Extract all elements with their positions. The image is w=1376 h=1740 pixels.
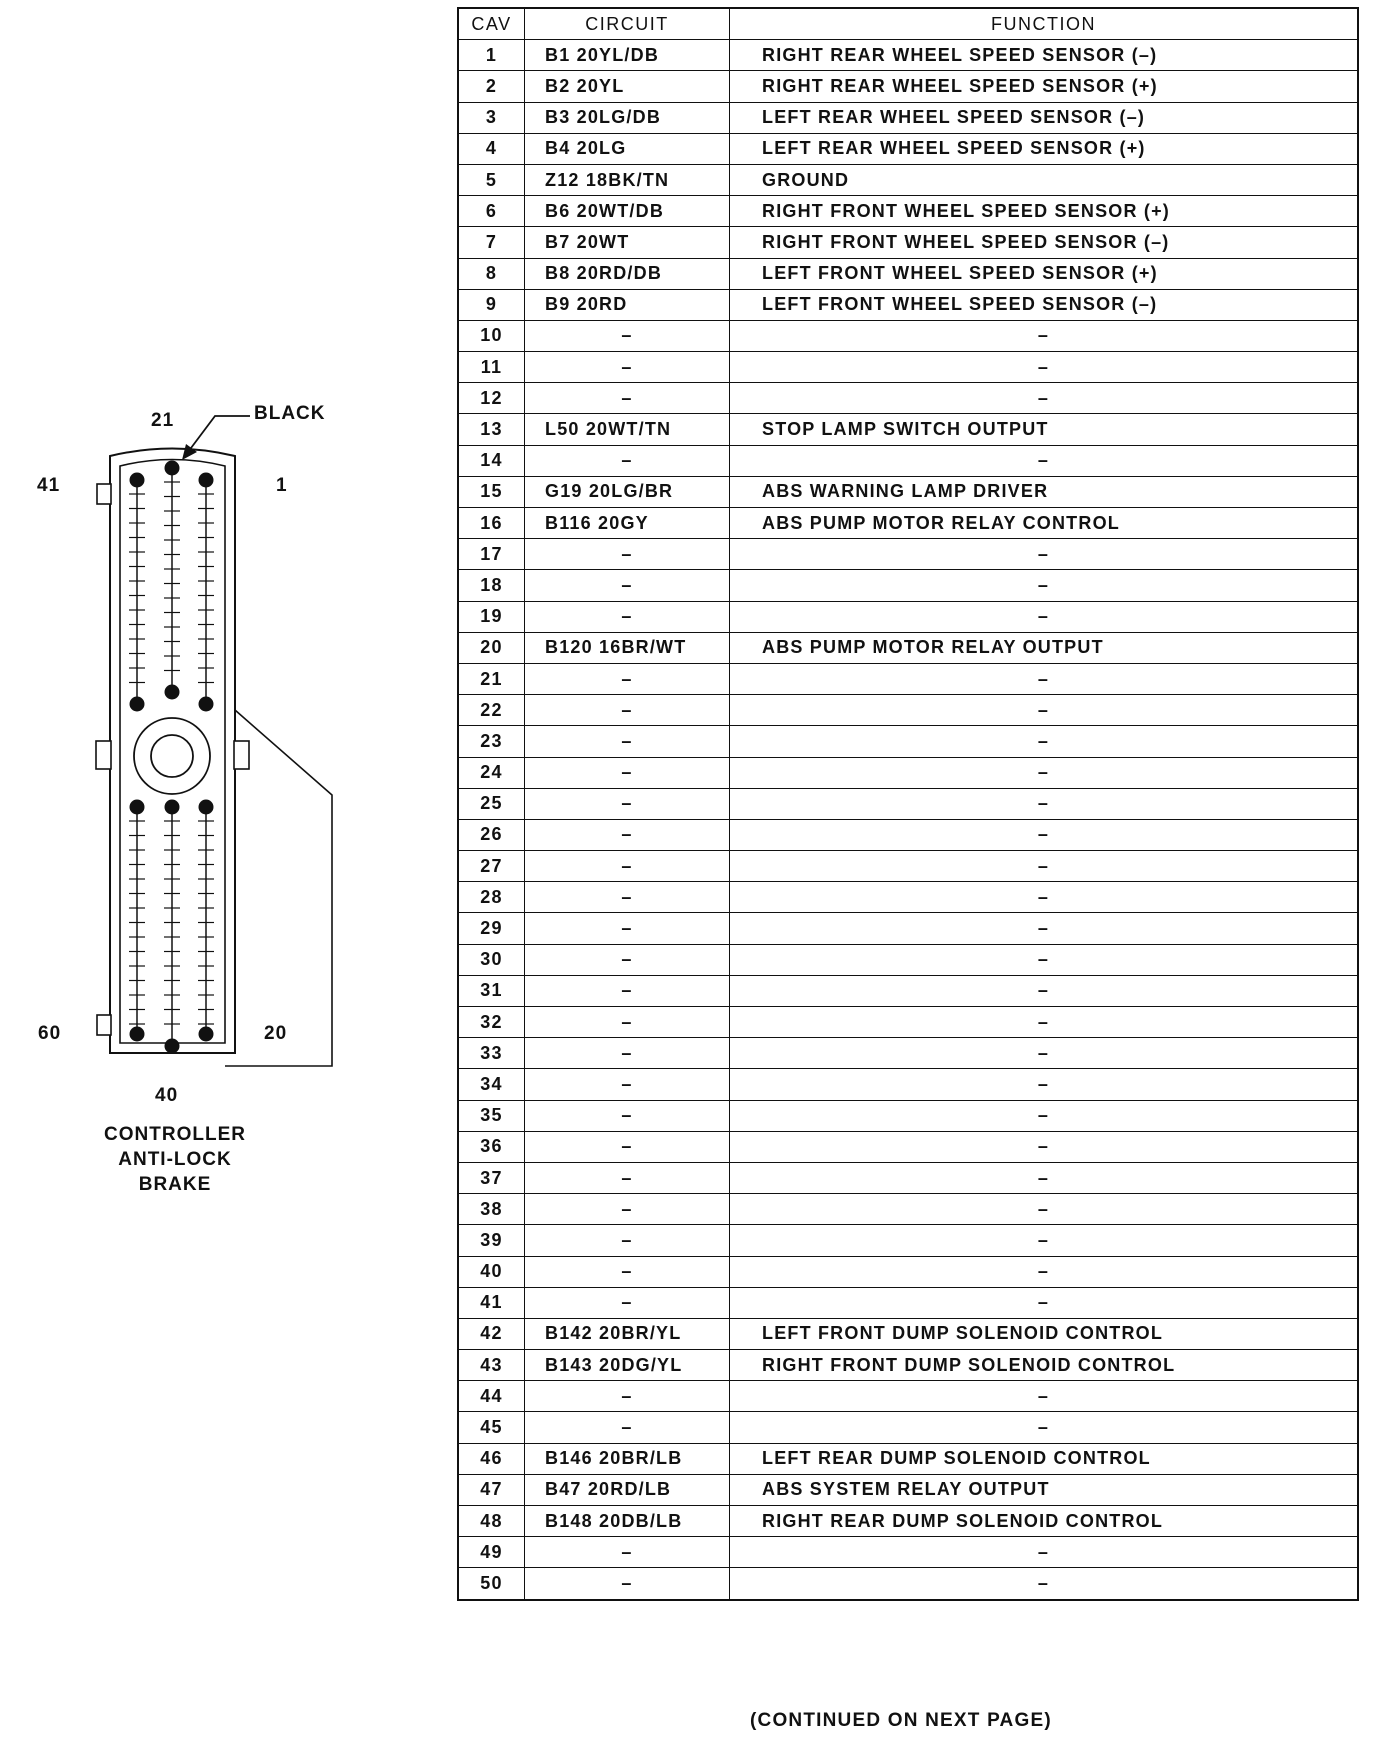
table-row [458,414,1358,445]
cell-circuit: – [525,383,730,414]
cell-circuit: – [525,726,730,757]
cell-cav: 47 [458,1474,525,1505]
black-leader-line [188,416,250,452]
cell-cav: 18 [458,570,525,601]
table-row [458,975,1358,1006]
cell-circuit: – [525,975,730,1006]
cell-circuit: – [525,913,730,944]
cell-function: STOP LAMP SWITCH OUTPUT [730,414,1359,445]
cell-function: – [730,320,1359,351]
cell-circuit: – [525,320,730,351]
cell-function: ABS SYSTEM RELAY OUTPUT [730,1474,1359,1505]
cell-circuit: – [525,570,730,601]
table-row [458,40,1358,71]
cell-circuit: G19 20LG/BR [525,476,730,507]
header-circuit: CIRCUIT [525,8,730,40]
table-row [458,819,1358,850]
cell-cav: 26 [458,819,525,850]
table-row [458,851,1358,882]
cell-function: – [730,352,1359,383]
cell-circuit: – [525,1100,730,1131]
cell-cav: 13 [458,414,525,445]
cell-circuit: – [525,851,730,882]
table-row [458,133,1358,164]
cell-circuit: – [525,944,730,975]
cell-circuit: B143 20DG/YL [525,1350,730,1381]
table-row [458,882,1358,913]
cell-cav: 41 [458,1287,525,1318]
cell-circuit: – [525,788,730,819]
cell-function: – [730,913,1359,944]
cell-function: RIGHT FRONT WHEEL SPEED SENSOR (–) [730,227,1359,258]
cell-function: – [730,383,1359,414]
connector-tab-mid-left [96,741,111,769]
cell-cav: 11 [458,352,525,383]
header-function: FUNCTION [730,8,1359,40]
cell-cav: 4 [458,133,525,164]
cell-circuit: – [525,882,730,913]
cell-cav: 7 [458,227,525,258]
cell-function: LEFT FRONT WHEEL SPEED SENSOR (+) [730,258,1359,289]
connector-diagram [0,0,440,1140]
cell-circuit: – [525,1069,730,1100]
cell-cav: 40 [458,1256,525,1287]
table-row [458,1131,1358,1162]
cell-function: – [730,1194,1359,1225]
cell-function: – [730,1131,1359,1162]
header-cav: CAV [458,8,525,40]
cell-function: – [730,944,1359,975]
cell-cav: 42 [458,1318,525,1349]
cell-function: – [730,1287,1359,1318]
table-row [458,352,1358,383]
cell-circuit: – [525,352,730,383]
cell-circuit: B8 20RD/DB [525,258,730,289]
cell-circuit: B47 20RD/LB [525,1474,730,1505]
pin-dot [165,800,180,815]
cell-function: – [730,975,1359,1006]
cell-cav: 10 [458,320,525,351]
cell-function: – [730,1537,1359,1568]
cell-circuit: – [525,663,730,694]
cell-circuit: – [525,1131,730,1162]
cell-function: LEFT REAR WHEEL SPEED SENSOR (+) [730,133,1359,164]
cell-cav: 15 [458,476,525,507]
cell-cav: 27 [458,851,525,882]
caption-line: CONTROLLER [104,1124,246,1145]
table-header-row [458,8,1358,40]
cell-cav: 8 [458,258,525,289]
cell-cav: 43 [458,1350,525,1381]
wire-color-label: BLACK [254,403,326,424]
cell-circuit: – [525,819,730,850]
cell-circuit: B146 20BR/LB [525,1443,730,1474]
cell-cav: 48 [458,1506,525,1537]
cell-cav: 19 [458,601,525,632]
table-row [458,1412,1358,1443]
cell-function: – [730,1225,1359,1256]
pin-dot [165,461,180,476]
table-row [458,726,1358,757]
connector-caption [70,1122,280,1197]
table-row [458,227,1358,258]
cell-cav: 44 [458,1381,525,1412]
pin-label-20: 20 [264,1023,288,1044]
cell-function: – [730,695,1359,726]
cell-cav: 14 [458,445,525,476]
cell-cav: 23 [458,726,525,757]
cell-circuit: – [525,445,730,476]
pinout-table-body [458,40,1358,1600]
cell-cav: 20 [458,632,525,663]
table-row [458,663,1358,694]
cell-circuit: B116 20GY [525,508,730,539]
table-row [458,1225,1358,1256]
cell-circuit: – [525,1038,730,1069]
cell-cav: 16 [458,508,525,539]
table-row [458,913,1358,944]
cell-cav: 1 [458,40,525,71]
pin-dot [199,1027,214,1042]
cell-circuit: B6 20WT/DB [525,196,730,227]
pin-dot [199,473,214,488]
table-row [458,944,1358,975]
cell-function: – [730,851,1359,882]
pin-dot [130,697,145,712]
pin-dot [130,1027,145,1042]
pin-label-21: 21 [151,410,175,431]
cell-cav: 6 [458,196,525,227]
cell-circuit: – [525,695,730,726]
connector-lock-ring-outer [134,718,210,794]
cell-circuit: – [525,757,730,788]
table-row [458,1381,1358,1412]
pin-label-40: 40 [155,1085,179,1106]
cell-function: RIGHT REAR WHEEL SPEED SENSOR (+) [730,71,1359,102]
cell-function: ABS PUMP MOTOR RELAY OUTPUT [730,632,1359,663]
table-row [458,539,1358,570]
cell-function: – [730,539,1359,570]
table-row [458,383,1358,414]
table-row [458,1007,1358,1038]
cell-circuit: – [525,1412,730,1443]
connector-tab-mid-right [234,741,249,769]
cell-cav: 45 [458,1412,525,1443]
cell-function: RIGHT FRONT WHEEL SPEED SENSOR (+) [730,196,1359,227]
cell-circuit: B3 20LG/DB [525,102,730,133]
cell-circuit: – [525,539,730,570]
cell-cav: 30 [458,944,525,975]
table-row [458,1350,1358,1381]
cell-cav: 5 [458,164,525,195]
cell-cav: 32 [458,1007,525,1038]
cell-function: LEFT FRONT DUMP SOLENOID CONTROL [730,1318,1359,1349]
cell-cav: 46 [458,1443,525,1474]
cell-circuit: – [525,1381,730,1412]
cell-function: – [730,1007,1359,1038]
cell-function: – [730,1069,1359,1100]
table-row [458,445,1358,476]
table-row [458,1443,1358,1474]
cell-function: – [730,570,1359,601]
cell-circuit: – [525,1007,730,1038]
cell-function: – [730,757,1359,788]
cell-function: – [730,788,1359,819]
cell-cav: 22 [458,695,525,726]
cell-function: – [730,819,1359,850]
cell-circuit: – [525,1537,730,1568]
table-row [458,1318,1358,1349]
table-row [458,1506,1358,1537]
cell-circuit: Z12 18BK/TN [525,164,730,195]
table-row [458,1038,1358,1069]
table-row [458,1100,1358,1131]
cell-cav: 12 [458,383,525,414]
table-row [458,71,1358,102]
table-row [458,695,1358,726]
table-row [458,164,1358,195]
cell-cav: 39 [458,1225,525,1256]
cell-cav: 50 [458,1568,525,1600]
table-row [458,1194,1358,1225]
cell-function: – [730,1162,1359,1193]
cell-circuit: B7 20WT [525,227,730,258]
cell-cav: 37 [458,1162,525,1193]
cell-circuit: B1 20YL/DB [525,40,730,71]
cell-cav: 34 [458,1069,525,1100]
cell-cav: 36 [458,1131,525,1162]
cell-function: LEFT FRONT WHEEL SPEED SENSOR (–) [730,289,1359,320]
cell-circuit: – [525,1568,730,1600]
connector-pin-rows [129,461,214,1054]
cell-function: – [730,1568,1359,1600]
connector-lock-ring-inner [151,735,193,777]
cell-function: RIGHT FRONT DUMP SOLENOID CONTROL [730,1350,1359,1381]
cell-circuit: – [525,1256,730,1287]
pin-dot [199,800,214,815]
cell-circuit: B4 20LG [525,133,730,164]
cell-cav: 29 [458,913,525,944]
table-row [458,1256,1358,1287]
cell-function: – [730,1381,1359,1412]
cell-circuit: – [525,1194,730,1225]
continued-note: (CONTINUED ON NEXT PAGE) [750,1710,1052,1731]
table-row [458,632,1358,663]
cell-function: – [730,445,1359,476]
pin-dot [130,473,145,488]
connector-tab-top-left [97,484,111,504]
pin-dot [165,685,180,700]
cell-cav: 28 [458,882,525,913]
table-row [458,570,1358,601]
cell-cav: 25 [458,788,525,819]
cell-circuit: – [525,1225,730,1256]
table-row [458,320,1358,351]
cell-function: – [730,726,1359,757]
table-row [458,1069,1358,1100]
cell-circuit: – [525,1287,730,1318]
cell-cav: 17 [458,539,525,570]
cell-function: – [730,1038,1359,1069]
table-row [458,788,1358,819]
cell-function: – [730,601,1359,632]
cell-function: RIGHT REAR WHEEL SPEED SENSOR (–) [730,40,1359,71]
cell-circuit: B9 20RD [525,289,730,320]
table-row [458,476,1358,507]
pin-label-1: 1 [276,475,288,496]
table-row [458,1287,1358,1318]
cell-cav: 38 [458,1194,525,1225]
pinout-table [457,7,1359,1601]
cell-function: RIGHT REAR DUMP SOLENOID CONTROL [730,1506,1359,1537]
cell-circuit: B2 20YL [525,71,730,102]
table-row [458,289,1358,320]
cell-cav: 33 [458,1038,525,1069]
cell-cav: 31 [458,975,525,1006]
table-row [458,1474,1358,1505]
cell-function: ABS WARNING LAMP DRIVER [730,476,1359,507]
table-row [458,1537,1358,1568]
cell-cav: 49 [458,1537,525,1568]
cell-circuit: – [525,601,730,632]
table-row [458,196,1358,227]
caption-line: ANTI-LOCK [118,1149,232,1170]
cell-function: LEFT REAR WHEEL SPEED SENSOR (–) [730,102,1359,133]
cell-cav: 21 [458,663,525,694]
cell-circuit: B120 16BR/WT [525,632,730,663]
cell-function: – [730,1412,1359,1443]
cell-cav: 2 [458,71,525,102]
pin-dot [165,1039,180,1054]
table-row [458,508,1358,539]
connector-tab-bottom-left [97,1015,111,1035]
cell-function: GROUND [730,164,1359,195]
caption-line: BRAKE [138,1174,212,1195]
black-leader-arrowhead [182,444,197,460]
cell-function: – [730,1256,1359,1287]
cell-circuit: – [525,1162,730,1193]
table-row [458,1162,1358,1193]
cell-function: LEFT REAR DUMP SOLENOID CONTROL [730,1443,1359,1474]
cell-function: ABS PUMP MOTOR RELAY CONTROL [730,508,1359,539]
cell-cav: 3 [458,102,525,133]
table-row [458,1568,1358,1600]
cell-circuit: L50 20WT/TN [525,414,730,445]
cell-cav: 35 [458,1100,525,1131]
pin-label-41: 41 [37,475,61,496]
cell-circuit: B142 20BR/YL [525,1318,730,1349]
cell-cav: 24 [458,757,525,788]
pin-dot [130,800,145,815]
table-row [458,102,1358,133]
cell-function: – [730,882,1359,913]
table-row [458,258,1358,289]
cell-cav: 9 [458,289,525,320]
cell-function: – [730,663,1359,694]
table-row [458,601,1358,632]
cell-circuit: B148 20DB/LB [525,1506,730,1537]
cell-function: – [730,1100,1359,1131]
pin-dot [199,697,214,712]
table-row [458,757,1358,788]
pin-label-60: 60 [38,1023,62,1044]
